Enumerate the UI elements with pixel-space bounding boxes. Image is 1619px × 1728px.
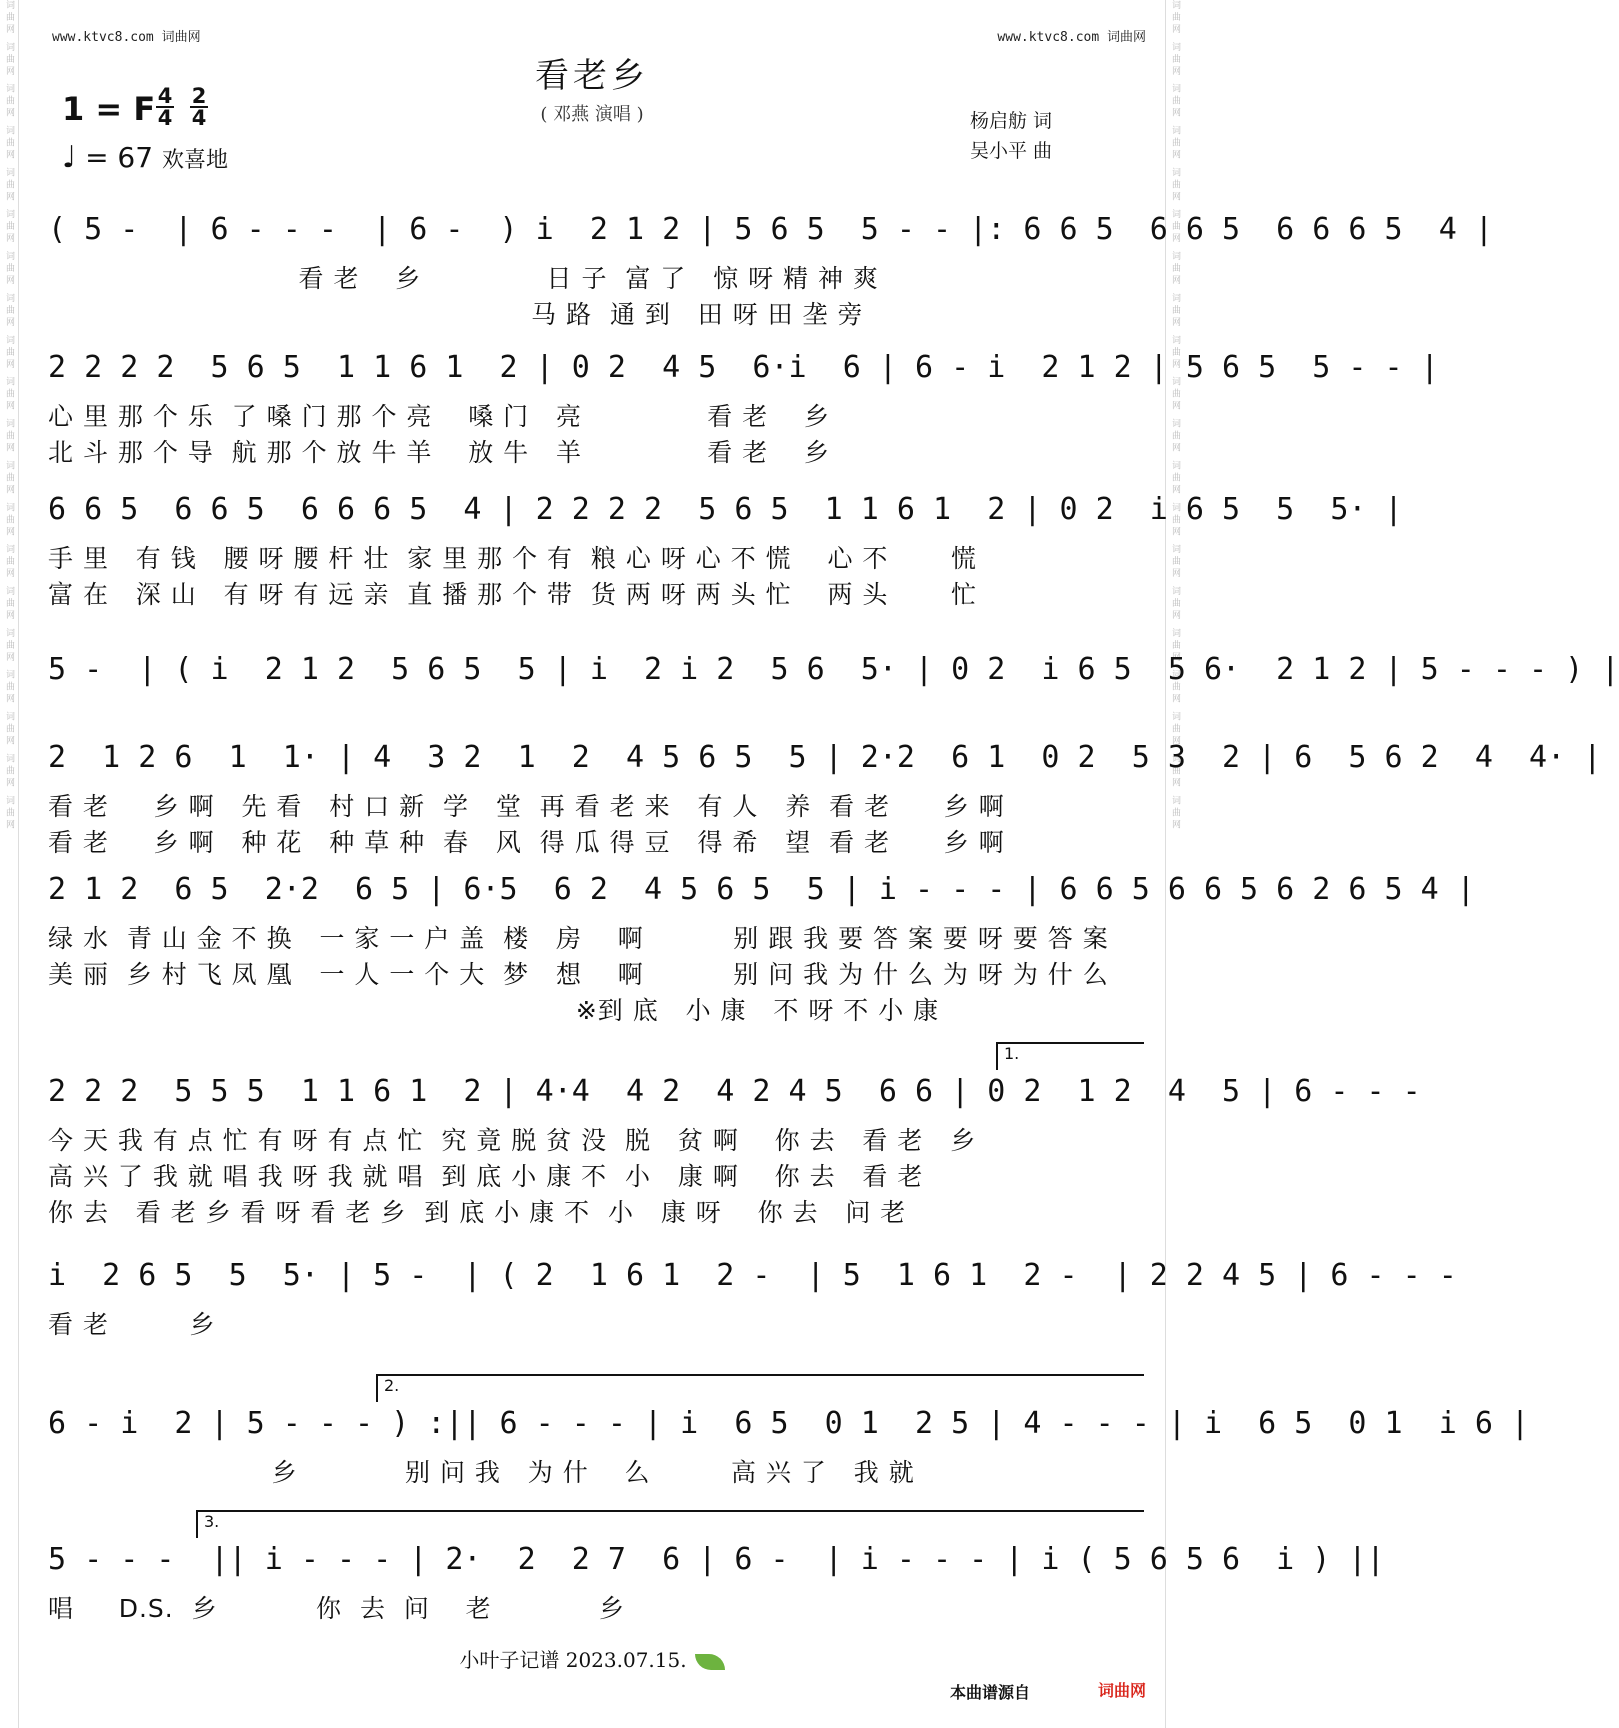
score-row <box>0 870 1475 1025</box>
lyric-line: 看 老 乡 日 子 富 了 惊 呀 精 神 爽 <box>48 264 879 293</box>
time-signature-2-4 <box>190 86 208 128</box>
side-watermark-left: 词曲网 词曲网 词曲网 词曲网 词曲网 词曲网 词曲网 词曲网 词曲网 词曲网 词曲网 词曲网 词曲网 词曲网 词曲网 词曲网 词曲网 词曲网 词曲网 词曲网 <box>0 0 19 1728</box>
score-row <box>0 210 1493 329</box>
lyric-line: 高 兴 了 我 就 唱 我 呀 我 就 唱 到 底 小 康 不 小 康 啊 你 去 看 老 <box>48 1162 924 1191</box>
score-row <box>0 650 1619 690</box>
site-logo[interactable]: 词曲网 <box>1098 1681 1147 1700</box>
lyric-line: 唱 D.S. 乡 你 去 问 老 乡 <box>48 1594 625 1623</box>
signature-text: 小叶子记谱 2023.07.15. <box>459 1648 687 1672</box>
side-watermark-right: 词曲网 词曲网 词曲网 词曲网 词曲网 词曲网 词曲网 词曲网 词曲网 词曲网 词曲网 词曲网 词曲网 词曲网 词曲网 词曲网 词曲网 词曲网 词曲网 词曲网 <box>1165 0 1184 1728</box>
volta-bracket: 2. <box>376 1374 1144 1402</box>
time-num: 2 <box>191 84 207 108</box>
volta-bracket: 3. <box>196 1510 1144 1538</box>
score-row <box>0 348 1439 467</box>
site-url-right[interactable]: www.ktvc8.com 词曲网 <box>997 30 1146 45</box>
notation-line: 5 - - - || i - - - | 2· 2 2 7 6 | 6 - | i - - - | i ( 5 6 5 6 i ) || <box>48 1542 1385 1577</box>
tempo-style: 欢喜地 <box>161 148 228 173</box>
transcriber-signature <box>0 1644 1184 1673</box>
notation-line: 2 1 2 6 5 2·2 6 5 | 6·5 6 2 4 5 6 5 5 | i - - - | 6 6 5 6 6 5 6 2 6 5 4 | <box>48 872 1475 907</box>
notation-line: 5 - | ( i 2 1 2 5 6 5 5 | i 2 i 2 5 6 5· | 0 2 i 6 5 5 6· 2 1 2 | 5 - - - ) | <box>48 652 1619 687</box>
score-row <box>0 1376 1530 1487</box>
beam-lines <box>0 870 1475 918</box>
lyric-line: 今 天 我 有 点 忙 有 呀 有 点 忙 究 竟 脱 贫 没 脱 贫 啊 你 去 看 老 乡 <box>48 1126 977 1155</box>
lyric-line: 心 里 那 个 乐 了 嗓 门 那 个 亮 嗓 门 亮 看 老 乡 <box>48 402 830 431</box>
score-row <box>0 1256 1475 1339</box>
time-den: 4 <box>157 106 173 130</box>
time-num: 4 <box>157 84 173 108</box>
notation-line: i 2 6 5 5 5· | 5 - | ( 2 1 6 1 2 - | 5 1 6 1 2 - | 2 2 4 5 | 6 - - - <box>48 1258 1475 1293</box>
lyric-line: 看 老 乡 啊 种 花 种 草 种 春 风 得 瓜 得 豆 得 希 望 看 老 乡 啊 <box>48 828 1005 857</box>
lyric-line: 马 路 通 到 田 呀 田 垄 旁 <box>48 300 864 329</box>
volta-bracket: 1. <box>996 1042 1144 1070</box>
beam-lines <box>0 650 1619 698</box>
song-title: 看老乡 <box>535 56 649 96</box>
lyricist-credit: 杨启舫 词 <box>969 110 1052 132</box>
tempo-value: = 67 <box>85 141 154 174</box>
lyric-line: 绿 水 青 山 金 不 换 一 家 一 户 盖 楼 房 啊 别 跟 我 要 答 案 要 呀 要 答 案 <box>48 924 1109 953</box>
notation-line: 2 1 2 6 1 1· | 4 3 2 1 2 4 5 6 5 5 | 2·2 6 1 0 2 5 3 2 | 6 5 6 2 4 4· | <box>48 740 1602 775</box>
notation-line: 6 - i 2 | 5 - - - ) :|| 6 - - - | i 6 5 0 1 2 5 | 4 - - - | i 6 5 0 1 i 6 | <box>48 1406 1530 1441</box>
beam-lines <box>0 1072 1439 1120</box>
time-den: 4 <box>191 106 207 130</box>
site-url-left[interactable]: www.ktvc8.com 词曲网 <box>52 30 201 45</box>
lyric-line: 北 斗 那 个 导 航 那 个 放 牛 羊 放 牛 羊 看 老 乡 <box>48 438 830 467</box>
lyric-line: 看 老 乡 啊 先 看 村 口 新 学 堂 再 看 老 来 有 人 养 看 老 乡 啊 <box>48 792 1005 821</box>
leaf-icon <box>695 1654 725 1670</box>
lyric-line: 看 老 乡 <box>48 1310 216 1339</box>
beam-lines <box>0 1540 1385 1588</box>
beam-lines <box>0 490 1403 538</box>
composer-credit: 吴小平 曲 <box>969 140 1052 162</box>
beam-lines <box>0 348 1439 396</box>
score-row <box>0 738 1602 857</box>
notation-line: 6 6 5 6 6 5 6 6 6 5 4 | 2 2 2 2 5 6 5 1 1 6 1 2 | 0 2 i 6 5 5 5· | <box>48 492 1403 527</box>
beam-lines <box>0 738 1602 786</box>
lyric-line: 你 去 看 老 乡 看 呀 看 老 乡 到 底 小 康 不 小 康 呀 你 去 问 老 <box>48 1198 907 1227</box>
score-row <box>0 1512 1385 1623</box>
source-label: 本曲谱源自 <box>950 1683 1031 1702</box>
key-signature: 1 = F <box>62 90 156 128</box>
lyric-line: 手 里 有 钱 腰 呀 腰 杆 壮 家 里 那 个 有 粮 心 呀 心 不 慌 心 不 慌 <box>48 544 978 573</box>
lyric-line: 美 丽 乡 村 飞 凤 凰 一 人 一 个 大 梦 想 啊 别 问 我 为 什 么 为 呀 为 什 么 <box>48 960 1109 989</box>
beam-lines <box>0 210 1493 258</box>
time-signature-4-4 <box>156 86 174 128</box>
singer-subtitle: ( 邓燕 演唱 ) <box>540 104 644 125</box>
lyric-line: 乡 别 问 我 为 什 么 高 兴 了 我 就 <box>48 1458 915 1487</box>
quarter-note-icon: ♩ <box>62 140 77 175</box>
notation-line: 2 2 2 5 5 5 1 1 6 1 2 | 4·4 4 2 4 2 4 5 6 6 | 0 2 1 2 4 5 | 6 - - - <box>48 1074 1439 1109</box>
tempo-marking <box>62 140 228 175</box>
lyric-line: ※到 底 小 康 不 呀 不 小 康 <box>48 996 940 1025</box>
beam-lines <box>0 1404 1530 1452</box>
lyric-line: 富 在 深 山 有 呀 有 远 亲 直 播 那 个 带 货 两 呀 两 头 忙 两 头 忙 <box>48 580 978 609</box>
beam-lines <box>0 1256 1475 1304</box>
score-row <box>0 1044 1439 1227</box>
notation-line: ( 5 - | 6 - - - | 6 - ) i 2 1 2 | 5 6 5 5 - - |: 6 6 5 6 6 5 6 6 6 5 4 | <box>48 212 1493 247</box>
notation-line: 2 2 2 2 5 6 5 1 1 6 1 2 | 0 2 4 5 6·i 6 | 6 - i 2 1 2 | 5 6 5 5 - - | <box>48 350 1439 385</box>
score-row <box>0 490 1403 609</box>
